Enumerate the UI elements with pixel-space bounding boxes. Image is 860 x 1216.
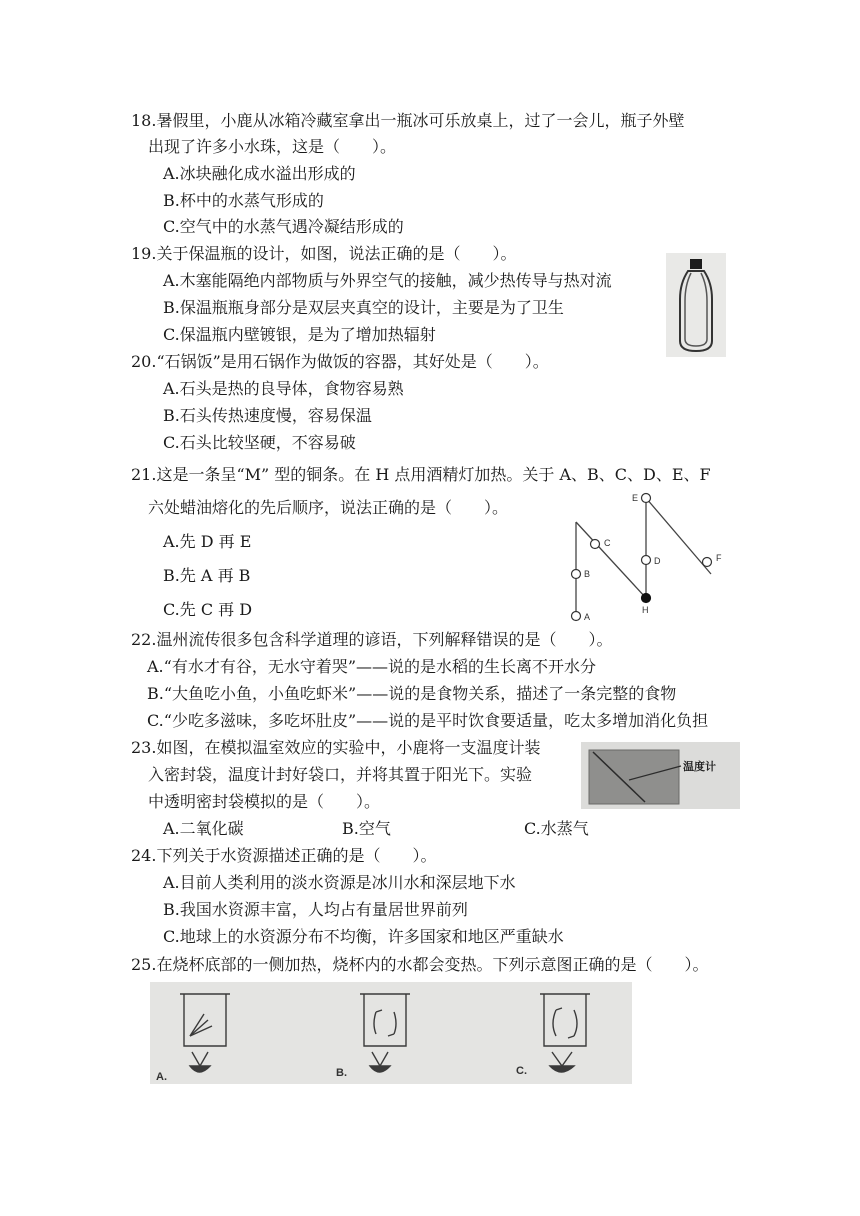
q25-stem: 25.在烧杯底部的一侧加热，烧杯内的水都会变热。下列示意图正确的是（ ）。 xyxy=(131,955,709,974)
burner-a xyxy=(192,1052,208,1066)
label-c: C xyxy=(604,538,611,548)
q22-option-a: A.“有水才有谷，无水守着哭”——说的是水稻的生长离不开水分 xyxy=(147,657,597,676)
q24-option-b: B.我国水资源丰富，人均占有量居世界前列 xyxy=(163,900,468,919)
q23-option-c: C.水蒸气 xyxy=(524,819,589,838)
q24-stem: 24.下列关于水资源描述正确的是（ ）。 xyxy=(131,846,437,865)
q21-stem-line2: 六处蜡油熔化的先后顺序，说法正确的是（ ）。 xyxy=(148,498,509,517)
q22-option-b: B.“大鱼吃小鱼，小鱼吃虾米”——说的是食物关系，描述了一条完整的食物 xyxy=(147,684,677,703)
q24-option-a: A.目前人类利用的淡水资源是冰川水和深层地下水 xyxy=(163,873,516,892)
q21-option-a: A.先 D 再 E xyxy=(163,532,252,551)
thermos-flask-drawing xyxy=(666,253,726,357)
q20-stem: 20.“石锅饭”是用石锅作为做饭的容器，其好处是（ ）。 xyxy=(131,352,549,371)
heat-point-h xyxy=(642,594,651,603)
q24-option-c: C.地球上的水资源分布不均衡，许多国家和地区严重缺水 xyxy=(163,927,564,946)
q21-option-b: B.先 A 再 B xyxy=(163,566,251,585)
beaker-a-outline xyxy=(184,994,226,1046)
beaker-b-outline xyxy=(364,994,406,1046)
q20-option-c: C.石头比较坚硬，不容易破 xyxy=(163,433,356,452)
beaker-convection-figure xyxy=(150,982,632,1084)
q23-option-a: A.二氧化碳 xyxy=(163,819,244,838)
q20-option-a: A.石头是热的良导体，食物容易熟 xyxy=(163,379,404,398)
label-e: E xyxy=(632,493,639,503)
q23-stem-line1: 23.如图，在模拟温室效应的实验中，小鹿将一支温度计装 xyxy=(131,738,541,757)
wax-point-e xyxy=(642,494,651,503)
q23-option-b: B.空气 xyxy=(342,819,391,838)
label-f: F xyxy=(716,553,722,563)
q23-stem-line3: 中透明密封袋模拟的是（ ）。 xyxy=(148,792,381,811)
q21-option-c: C.先 C 再 D xyxy=(163,600,253,619)
wax-point-d xyxy=(642,556,651,565)
q22-stem: 22.温州流传很多包含科学道理的谚语，下列解释错误的是（ ）。 xyxy=(131,630,613,649)
beaker-label-b: B. xyxy=(336,1067,347,1079)
label-h: H xyxy=(642,605,649,615)
q22-option-c: C.“少吃多滋味，多吃坏肚皮”——说的是平时饮食要适量，吃太多增加消化负担 xyxy=(147,711,709,730)
burner-c xyxy=(552,1052,572,1066)
burner-b xyxy=(372,1052,388,1066)
q18-option-a: A.冰块融化成水溢出形成的 xyxy=(163,164,356,183)
wax-point-f xyxy=(703,558,712,567)
q20-option-b: B.石头传热速度慢，容易保温 xyxy=(163,406,372,425)
q18-stem-line2: 出现了许多小水珠，这是（ ）。 xyxy=(148,137,397,156)
wax-point-c xyxy=(591,540,600,549)
beaker-label-a: A. xyxy=(156,1071,167,1083)
label-a: A xyxy=(584,612,591,622)
wax-point-a xyxy=(572,612,581,621)
q18-stem-line1: 18.暑假里，小鹿从冰箱冷藏室拿出一瓶冰可乐放桌上，过了一会儿，瓶子外壁 xyxy=(131,111,685,130)
wax-point-b xyxy=(572,570,581,579)
beaker-c-outline xyxy=(544,994,586,1046)
q21-stem-line1: 21.这是一条呈“M” 型的铜条。在 H 点用酒精灯加热。关于 A、B、C、D、E、F xyxy=(131,465,711,484)
thermometer-label: 温度计 xyxy=(683,761,716,773)
q19-option-c: C.保温瓶内壁镀银，是为了增加热辐射 xyxy=(163,325,436,344)
label-b: B xyxy=(584,569,591,579)
beaker-convection-drawing xyxy=(150,982,632,1084)
m-copper-strip-drawing xyxy=(563,488,733,626)
q18-option-b: B.杯中的水蒸气形成的 xyxy=(163,191,324,210)
beaker-label-c: C. xyxy=(516,1065,527,1077)
q19-stem: 19.关于保温瓶的设计，如图，说法正确的是（ ）。 xyxy=(131,244,517,263)
sealed-bag-thermometer-figure xyxy=(581,742,740,809)
q19-option-b: B.保温瓶瓶身部分是双层夹真空的设计，主要是为了卫生 xyxy=(163,298,564,317)
sealed-bag-drawing xyxy=(581,742,740,809)
q23-stem-line2: 入密封袋，温度计封好袋口，并将其置于阳光下。实验 xyxy=(148,765,533,784)
q18-option-c: C.空气中的水蒸气遇冷凝结形成的 xyxy=(163,217,404,236)
thermos-flask-figure xyxy=(666,253,726,357)
label-d: D xyxy=(654,556,661,566)
q19-option-a: A.木塞能隔绝内部物质与外界空气的接触，减少热传导与热对流 xyxy=(163,271,612,290)
m-copper-strip-figure xyxy=(563,488,733,626)
